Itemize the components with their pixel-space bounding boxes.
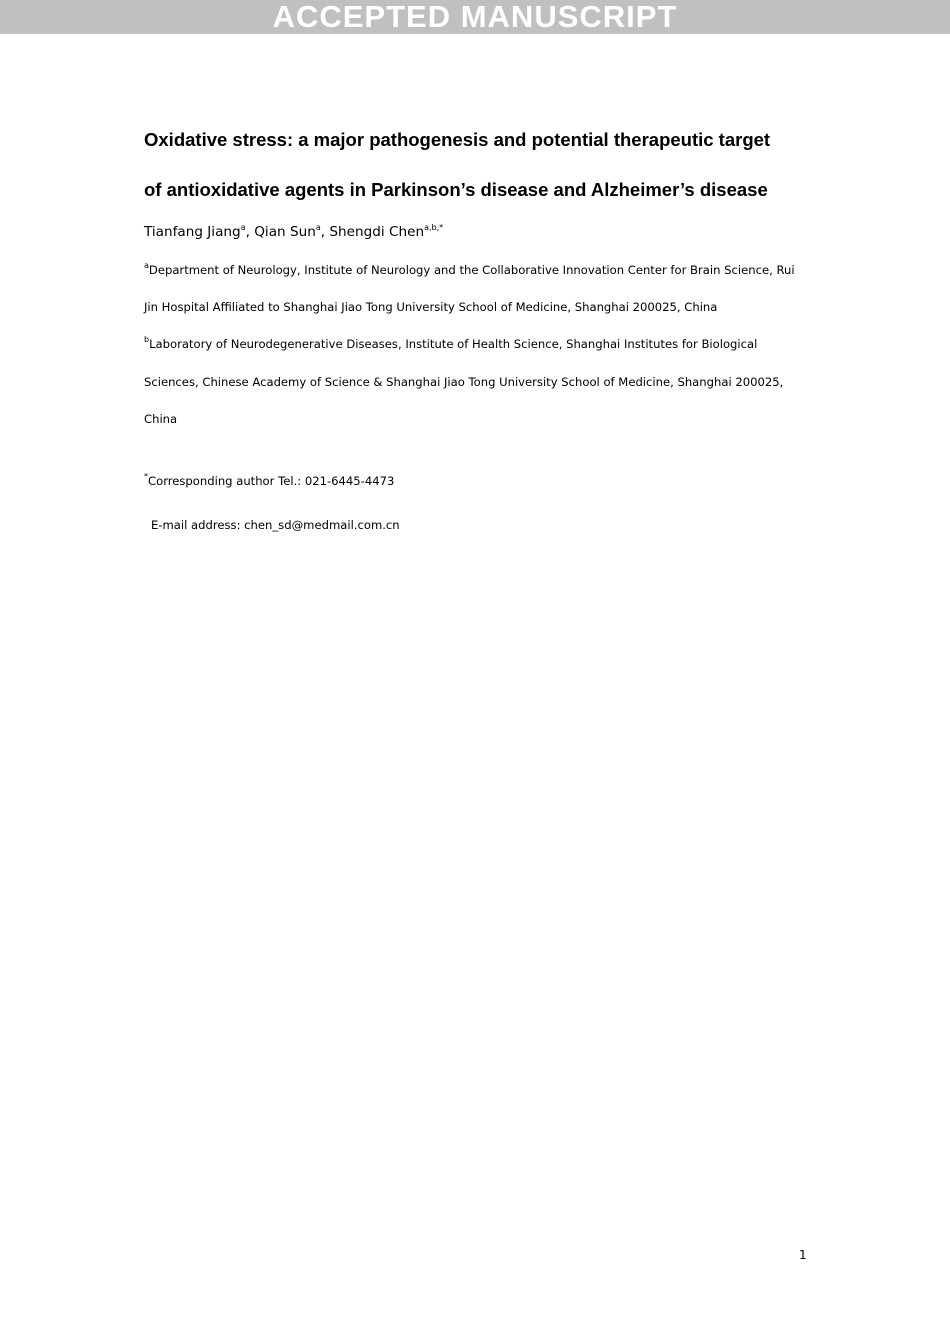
title-line-1: Oxidative stress: a major pathogenesis and potential therapeutic target [144,129,771,150]
author-name: Tianfang Jiang [144,224,241,240]
affiliation-b-line-1 [144,337,757,351]
corresponding-marker: * [144,472,148,481]
accepted-manuscript-banner [0,0,950,34]
affiliation-a-line-1 [144,263,795,277]
author-affiliation-marker: a [315,223,321,232]
author-name: Qian Sun [254,224,316,240]
author-affiliation-marker: a,b,* [424,223,444,232]
author-separator: , [320,224,330,240]
corresponding-tel: Corresponding author Tel.: 021-6445-4473 [148,474,395,488]
affiliation-b-text: Laboratory of Neurodegenerative Diseases, Institute of Health Science, Shanghai Institutes for Biological [149,337,758,351]
affiliation-b-line-3: China [144,412,178,426]
title-line-2: of antioxidative agents in Parkinson’s disease and Alzheimer’s disease [144,179,768,200]
author-name: Shengdi Chen [329,224,425,240]
author-affiliation-marker: a [240,223,246,232]
author-list [144,224,443,240]
corresponding-author-line [144,474,394,488]
affiliation-a-marker: a [144,261,149,270]
affiliation-b-marker: b [144,335,150,344]
email-address-line: E-mail address: chen_sd@medmail.com.cn [151,518,400,532]
affiliation-a-text: Department of Neurology, Institute of Neurology and the Collaborative Innovation Center for Brain Science, Rui [148,263,795,277]
affiliation-b-line-2: Sciences, Chinese Academy of Science & Shanghai Jiao Tong University School of Medicine, Shanghai 200025, [144,375,784,389]
affiliation-a-line-2: Jin Hospital Affiliated to Shanghai Jiao Tong University School of Medicine, Shanghai 200025, China [144,300,718,314]
banner-text: ACCEPTED MANUSCRIPT [272,0,678,34]
author-separator: , [245,224,255,240]
page-number: 1 [799,1248,807,1262]
